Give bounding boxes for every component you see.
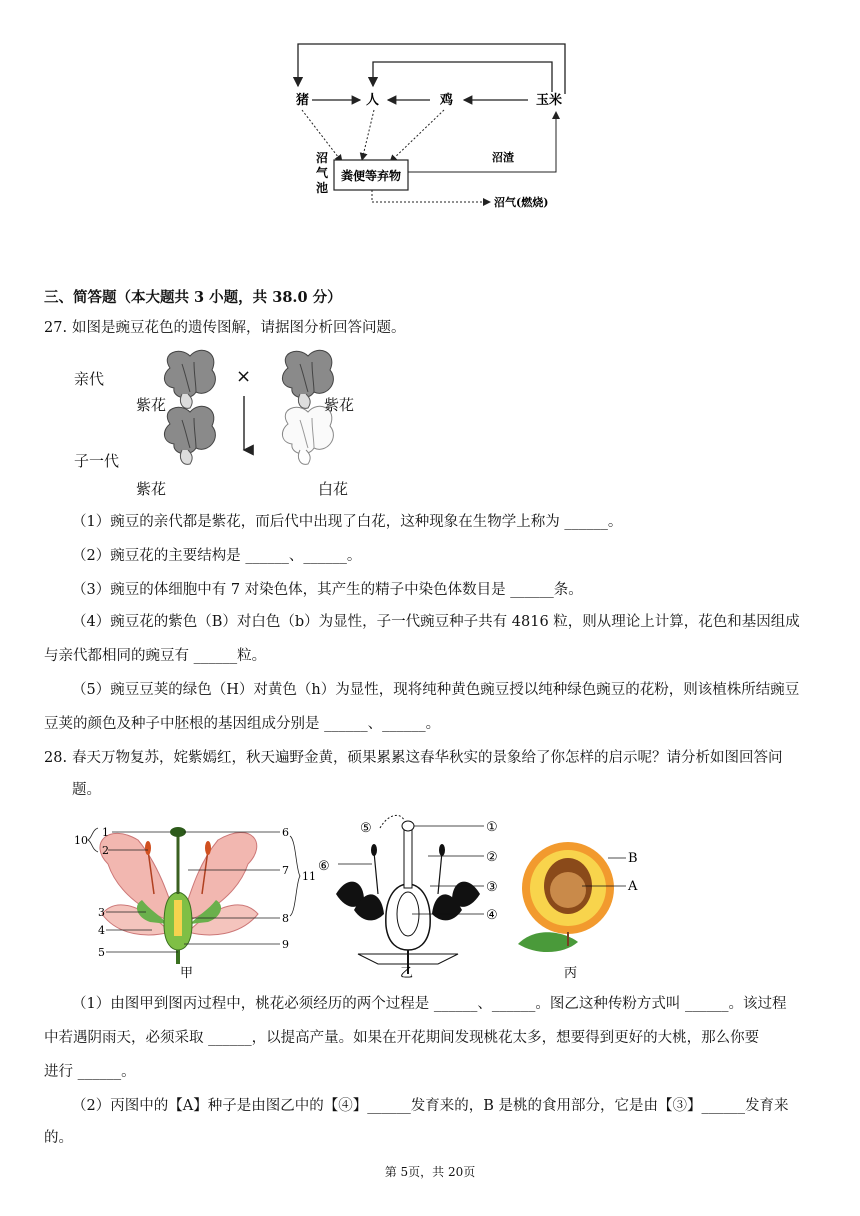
question-28-stem: 题。 bbox=[72, 782, 101, 798]
node-pig: 猪 bbox=[296, 93, 310, 108]
question-27-item: （5）豌豆豆荚的绿色（H）对黄色（h）为显性，现将纯种黄色豌豆授以纯种绿色豌豆的花粉，则该植株所结豌豆 bbox=[72, 682, 800, 698]
question-27-item: （3）豌豆的体细胞中有 7 对染色体，其产生的精子中染色体数目是 ______条。 bbox=[72, 582, 583, 598]
label-biogas-pit: 沼 气 池 bbox=[316, 151, 329, 195]
purple-flower-label: 紫花 bbox=[324, 396, 355, 414]
flower-cross-section bbox=[74, 826, 316, 964]
question-27-item: （1）豌豆的亲代都是紫花，而后代中出现了白花，这种现象在生物学上称为 ______。 bbox=[72, 514, 623, 530]
svg-text:④: ④ bbox=[486, 908, 498, 923]
svg-text:①: ① bbox=[486, 820, 498, 835]
svg-text:5: 5 bbox=[98, 946, 105, 959]
svg-text:⑤: ⑤ bbox=[360, 821, 372, 836]
purple-flower-icon bbox=[164, 406, 215, 464]
svg-text:3: 3 bbox=[98, 906, 105, 919]
figure-label-jia: 甲 bbox=[180, 966, 194, 981]
question-28-item: （1）由图甲到图丙过程中，桃花必须经历的两个过程是 ______、______。图乙这种传粉方式叫 ______。该过程 bbox=[72, 996, 787, 1012]
purple-flower-icon bbox=[164, 350, 215, 408]
label-biogas: 沼气(燃烧) bbox=[494, 196, 549, 209]
node-waste: 粪便等弃物 bbox=[341, 169, 402, 183]
svg-text:8: 8 bbox=[282, 912, 289, 925]
question-28-stem: 春天万物复苏，姹紫嫣红，秋天遍野金黄，硕果累累这春华秋实的景象给了你怎样的启示呢？请分析如图回答问 bbox=[72, 750, 783, 766]
question-27-number: 27. bbox=[44, 320, 68, 336]
question-27-item: 豆荚的颜色及种子中胚根的基因组成分别是 ______、______。 bbox=[44, 716, 441, 732]
label-residue: 沼渣 bbox=[492, 151, 514, 164]
svg-text:11: 11 bbox=[302, 870, 316, 883]
svg-text:⑥: ⑥ bbox=[318, 859, 330, 874]
svg-text:9: 9 bbox=[282, 938, 289, 951]
svg-text:2: 2 bbox=[102, 844, 109, 857]
question-28-item: 中若遇阴雨天，必须采取 ______，以提高产量。如果在开花期间发现桃花太多，想要得到更好的大桃，那么你要 bbox=[44, 1030, 760, 1046]
question-28-item: 进行 ______。 bbox=[44, 1064, 136, 1080]
svg-text:1: 1 bbox=[102, 826, 109, 839]
svg-text:③: ③ bbox=[486, 880, 498, 895]
svg-text:A: A bbox=[628, 879, 638, 894]
food-web-diagram bbox=[280, 36, 580, 216]
svg-text:10: 10 bbox=[74, 834, 88, 847]
question-28-number: 28. bbox=[44, 750, 68, 766]
node-corn: 玉米 bbox=[536, 93, 563, 108]
figure-label-yi: 乙 bbox=[400, 966, 414, 981]
purple-flower-label: 紫花 bbox=[136, 396, 167, 414]
svg-text:②: ② bbox=[486, 850, 498, 865]
svg-text:B: B bbox=[628, 851, 638, 866]
svg-text:4: 4 bbox=[98, 924, 105, 937]
purple-flower-label: 紫花 bbox=[136, 480, 167, 498]
white-flower-label: 白花 bbox=[318, 480, 349, 498]
node-chicken: 鸡 bbox=[440, 93, 454, 108]
svg-text:7: 7 bbox=[282, 864, 289, 877]
peach-fruit-icon bbox=[518, 842, 638, 952]
page-footer: 第 5页，共 20页 bbox=[384, 1165, 476, 1179]
node-human: 人 bbox=[366, 93, 380, 108]
svg-text:6: 6 bbox=[282, 826, 289, 839]
pollination-diagram bbox=[318, 815, 498, 974]
section-title: 三、简答题（本大题共 3 小题，共 38.0 分） bbox=[44, 289, 342, 306]
question-27-item: （4）豌豆花的紫色（B）对白色（b）为显性，子一代豌豆种子共有 4816 粒，则从理论上计算，花色和基因组成 bbox=[72, 614, 800, 630]
parent-generation-label: 亲代 bbox=[74, 370, 105, 388]
question-28-item: 的。 bbox=[44, 1130, 73, 1146]
figure-label-bing: 丙 bbox=[564, 966, 578, 981]
question-28-item: （2）丙图中的【A】种子是由图乙中的【④】______发育来的，B 是桃的食用部分，它是由【③】______发育来 bbox=[72, 1098, 789, 1114]
question-27-item: （2）豌豆花的主要结构是 ______、______。 bbox=[72, 548, 362, 564]
question-27-item: 与亲代都相同的豌豆有 ______粒。 bbox=[44, 648, 267, 664]
pea-genetics-figure bbox=[70, 346, 370, 506]
cross-symbol: × bbox=[236, 366, 252, 387]
question-27-stem: 如图是豌豆花色的遗传图解，请据图分析回答问题。 bbox=[72, 320, 406, 336]
offspring-generation-label: 子一代 bbox=[74, 452, 120, 470]
peach-flower-figure bbox=[68, 814, 648, 984]
